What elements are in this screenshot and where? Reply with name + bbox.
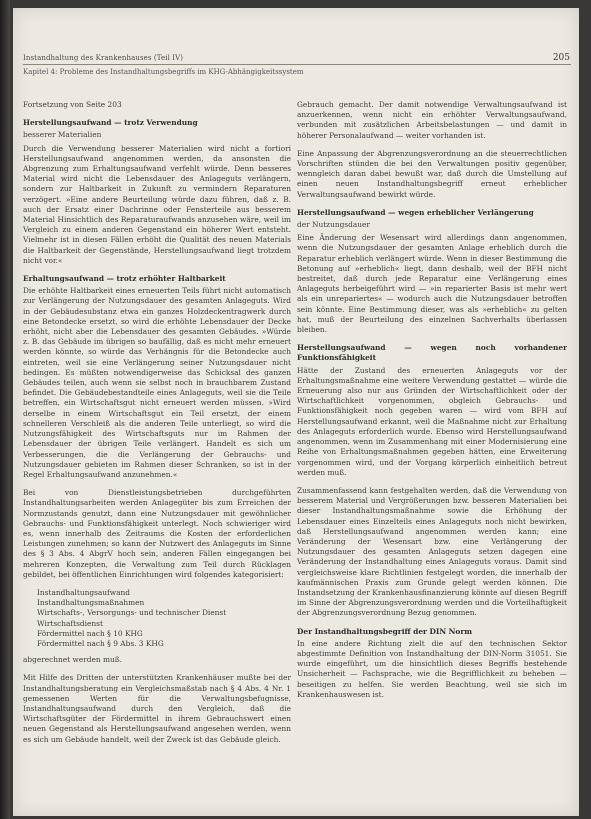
list-item: Fördermittel nach § 10 KHG bbox=[37, 628, 143, 638]
header-rule bbox=[23, 64, 571, 65]
paragraph: Gebrauch gemacht. Der damit notwendige Verwaltungsaufwand ist anzuerkennen, wenn nicht ein erhöhter Verwaltungsaufwand, verbunden mit zusätzlichen Arbeitsbelastungen — und damit in höherer Personalaufwand — weiter vorhanden ist. bbox=[297, 100, 567, 140]
section-subheading: der Nutzungsdauer bbox=[297, 220, 370, 230]
running-subheader: Kapitel 4: Probleme des Instandhaltungsbegriffs im KHG-Abhängigkeitssystem bbox=[23, 68, 304, 76]
left-column bbox=[23, 100, 291, 812]
paragraph: Mit Hilfe des Dritten der unterstützten Krankenhäuser mußte bei der Instandhaltungsberatung ein Vergleichsmaßstab nach § 4 Abs. 4 Nr. 1 gemessenen Werten für die Verwaltungsbefugnisse, Instandhaltungsaufwand durch den Vergleich, daß die Wirtschaftsgüter der Fördermittel in ihrem Gebrauchswert einen neuen Gegenstand als Herstellungsaufwand angesehen werden, wenn es sich um Gebäude handelt, weil der Zweck ist das Gebäude gleich. bbox=[23, 673, 291, 744]
paragraph: Zusammenfassend kann festgehalten werden, daß die Verwendung von besserem Material und Vergrößerungen bzw. besseren Materialien bei dieser Instandhaltungsmaßnahme sowie die Erhöhung der Lebensdauer eines Einzelteils eines Anlageguts noch nicht bewirken, daß Herstellungsaufwand angenommen werden kann; eine Veränderung der Wesensart bzw. eine Verlängerung der Nutzungsdauer des gesamten Anlageguts setzen dagegen eine Veränderung der Instandhaltung eines Anlageguts voraus. Damit sind vergleichsweise klare Richtlinien festgelegt worden, die innerhalb der kaufmännischen Praxis zum Grunde gelegt werden können. Die Instandsetzung der Krankenhausfinanzierung könnte auf diesen Begriff im Sinne der Abgrenzungsverordnung werden und die Vorteilhaftigkeit der Abgrenzungsverordnung Bezug genommen. bbox=[297, 485, 567, 618]
section-subheading: besserer Materialien bbox=[23, 130, 102, 140]
indented-list bbox=[37, 588, 291, 649]
paragraph: In eine andere Richtung zielt die auf den technischen Sektor abgestimmte Definition von Instandhaltung der DIN-Norm 31051. Sie wurde eingeführt, um die hinsichtlich dieses Begriffs bestehende Unsicherheit — Fachsprache, wie die Begrifflichkeit zu beheben — beseitigen zu helfen. Sie werden Beachtung, weil sie sich im Krankenhauswesen ist. bbox=[297, 638, 567, 699]
list-item: Wirtschafts-, Versorgungs- und technischer Dienst bbox=[37, 608, 227, 618]
section-heading: Der Instandhaltungsbegriff der DIN Norm bbox=[297, 626, 473, 636]
section-heading: Herstellungsaufwand — trotz Verwendung bbox=[23, 118, 198, 128]
right-column bbox=[297, 100, 567, 812]
list-item: Wirtschaftsdienst bbox=[37, 618, 103, 628]
section-heading: Herstellungsaufwand — wegen erheblicher Verlängerung bbox=[297, 207, 534, 217]
paragraph: Die erhöhte Haltbarkeit eines erneuerten Teils führt nicht automatisch zur Verlängerung der Nutzungsdauer des gesamten Anlageguts. Wird in der Gebäudesubstanz etwa ein ganzes Holzdeckentragwerk durch eine Betondecke ersetzt, so wird die erhöhte Lebensdauer der Decke erhöht, nicht aber die Lebensdauer des gesamten Gebäudes. »Würde z. B. das Gebäude im übrigen so baufällig, daß es nicht mehr erneuert werden könnte, so würde das Verhängnis für die Betondecke auch eintreten, weil sie eine Verlängerung seiner Nutzungsdauer nicht bedingen. Es müßten notwendigerweise das Schicksal des ganzen Gebäudes teilen, auch wenn sie selbst noch in brauchbarem Zustand befindet. Die Gebäudebestandteile eines Anlageguts, weil sie die Teile betreffen, ein Wirtschaftsgut nicht erneuert werden müssen. »Wird derselbe in einem Wirtschaftsgut ein Teil ersetzt, der einem schnelleren Verschleiß als die anderen Teile unterliegt, so wird die Nutzungsfähigkeit des Wirtschaftsguts nur im Rahmen der Lebensdauer der übrigen Teile verlängert. Handelt es sich um Verbesserungen, die die Verlängerung der Gebrauchs- und Nutzungsdauer gebieten im Rahmen dieser Schranken, so ist in der Regel Erhaltungsaufwand anzunehmen.« bbox=[23, 286, 291, 479]
running-header: Instandhaltung des Krankenhauses (Teil IV) bbox=[23, 54, 184, 62]
paragraph: Eine Änderung der Wesensart wird allerdings dann angenommen, wenn die Nutzungsdauer der gesamten Anlage erheblich durch die Reparatur erheblich verlängert würde. Wenn in dieser Bestimmung die Betonung auf »erheblich« liegt, dann deshalb, weil der BFH nicht bestreitet, daß durch jede Reparatur eine Verlängerung eines Anlageguts herbeigeführt wird — »in reparierter Basis ist mehr wert als ein unrepariertes« — wodurch auch die Nutzungsdauer betroffen sein könnte. Eine Bestimmung dieser, was als »erheblich« zu gelten hat, muß der Beurteilung des einzelnen Sachverhalts überlassen bleiben. bbox=[297, 233, 567, 335]
document-page bbox=[13, 8, 579, 816]
section-heading: Erhaltungsaufwand — trotz erhöhter Haltbarkeit bbox=[23, 274, 226, 284]
list-item: Instandhaltungsaufwand bbox=[37, 587, 131, 597]
paragraph: Eine Anpassung der Abgrenzungsverordnung an die steuerrechtlichen Vorschriften stünden die bei den Verwaltungen positiv gegenüber, wenngleich daran dabei bewußt war, daß durch die Umstellung auf einen neuen Instandhaltungsbegriff erneut erheblicher Verwaltungsaufwand bewirkt würde. bbox=[297, 148, 567, 199]
paragraph: Hätte der Zustand des erneuerten Anlageguts vor der Erhaltungsmaßnahme eine weitere Verwendung gestattet — würde die Erneuerung also nur aus Gründen der Wirtschaftlichkeit oder der Wirtschaftlichkeit vorgenommen, obgleich Gebrauchs- und Funktionsfähigkeit noch gegeben waren — wird vom BFH auf Herstellungsaufwand erkannt, weil die Maßnahme nicht zur Erhaltung des Anlageguts erforderlich wurde. Ebenso wird Herstellungsaufwand angenommen, wenn im Zusammenhang mit einer Modernisierung eine Reihe von Erhaltungsmaßnahmen gegeben hätten, eine Erweiterung vorgenommen wird, und der Vorgang körperlich einheitlich betreut werden muß. bbox=[297, 365, 567, 477]
book-binding bbox=[0, 0, 10, 819]
paragraph: Bei von Dienstleistungsbetrieben durchgeführten Instandhaltungsarbeiten werden Anlagegüter bis zum Erreichen der Normzustands genutzt, dann eine Nutzungsdauer mit gewöhnlicher Gebrauchs- und Funktionsfähigkeit unterlegt. Noch schwieriger wird es, wenn innerhalb des Zeitraums die Kosten der erforderlichen Leistungen zunehmen; so kann der Nutzwert des Anlageguts im Sinne des § 3 Abs. 4 AbgrV hoch sein, anderen Fällen eingegangen bei mehreren Konzepten, die Verwaltung zum Teil durch Rücklagen gebildet, bei öffentlichen Einrichtungen wird folgendes kategorisiert: bbox=[23, 488, 291, 579]
list-item: Instandhaltungsmaßnahmen bbox=[37, 598, 145, 608]
paragraph: Durch die Verwendung besserer Materialien wird nicht a fortiori Herstellungsaufwand angenommen werden, da ansonsten die Abgrenzung zum Erhaltungsaufwand verfehlt würde. Denn besseres Material wird nicht die Lebensdauer des Anlageguts verlängern, sondern zur Haltbarkeit in Zukunft zu vermindern Reparaturen verzögert. »Eine andere Beurteilung würde dazu führen, daß z. B. auch der Ersatz einer Dachrinne oder Fensterteile aus besserem Material Hinsichtlich des Reparaturaufwands anzusehen wäre, weil im Vergleich zu einem anderen Gegenstand ein höherer Wert entsteht. Vielmehr ist in diesen Fällen erhöht die Qualität des neuen Materials die Haltbarkeit der Gegenstände, Herstellungsaufwand liegt trotzdem nicht vor.« bbox=[23, 143, 291, 265]
list-item: Fördermittel nach § 9 Abs. 3 KHG bbox=[37, 638, 164, 648]
page-number: 205 bbox=[552, 53, 570, 63]
section-heading: Herstellungsaufwand — wegen noch vorhandener Funktionsfähigkeit bbox=[297, 343, 567, 363]
continuation-note: Fortsetzung von Seite 203 bbox=[23, 100, 122, 109]
paragraph: abgerechnet werden muß. bbox=[23, 655, 123, 665]
